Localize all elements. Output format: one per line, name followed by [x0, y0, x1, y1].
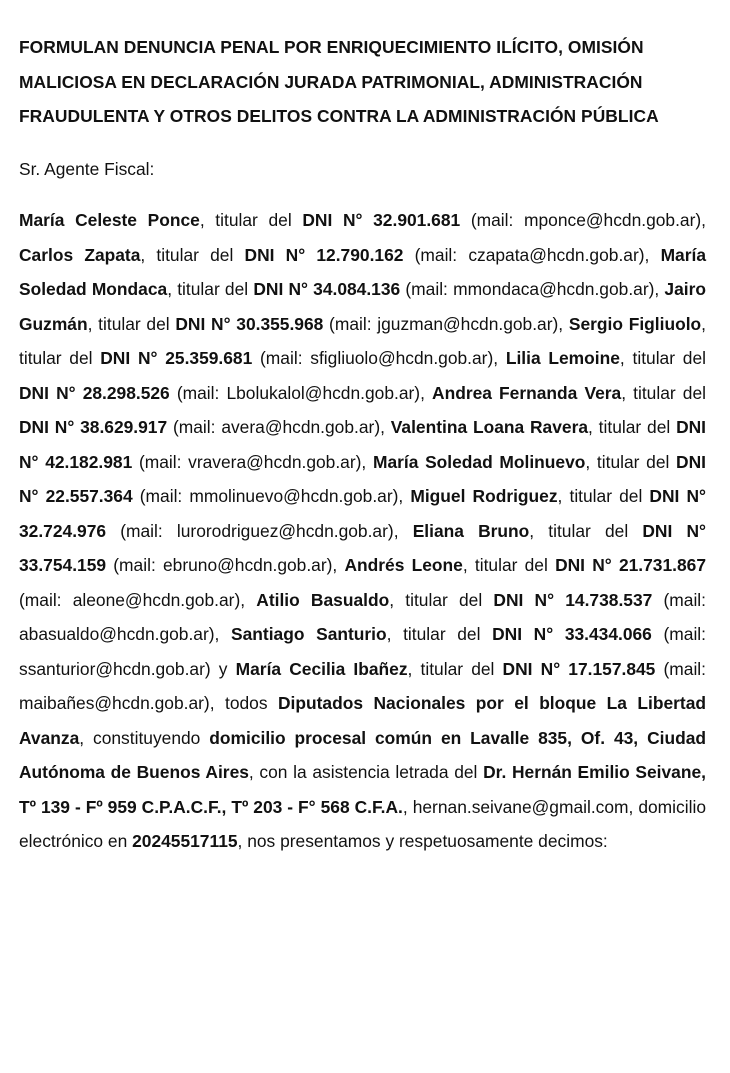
salutation: Sr. Agente Fiscal: [19, 158, 155, 179]
body-bold-run: domicilio procesal común en Lavalle 835, Of. 43, Ciudad Autónoma de Buenos Aires [19, 727, 706, 782]
body-bold-run: María Soledad Mondaca [19, 244, 706, 299]
body-text-run: , titular del [462, 555, 556, 575]
body-bold-run: Diputados Nacionales por el bloque La Libertad Avanza [19, 693, 706, 748]
body-text-run: , titular del [619, 348, 706, 368]
body-bold-run: Miguel Rodriguez [410, 486, 558, 506]
body-text-run: (mail: mmolinuevo@hcdn.gob.ar), [132, 486, 411, 506]
body-bold-run: DNI N° 28.298.526 [19, 382, 170, 403]
body-paragraph [19, 203, 706, 859]
body-text-run: (mail: ebruno@hcdn.gob.ar), [106, 555, 345, 575]
body-text-run: , titular del [407, 658, 503, 679]
body-bold-run: Lilia Lemoine [505, 348, 620, 368]
body-bold-run: María Celeste Ponce [19, 210, 200, 230]
body-bold-run: Carlos Zapata [19, 244, 141, 265]
body-text-run: , titular del [167, 279, 254, 299]
body-bold-run: DNI N° 32.901.681 [302, 210, 461, 230]
body-text-run: , titular del [585, 451, 677, 472]
body-bold-run: Jairo Guzmán [19, 279, 706, 334]
body-text-run: (mail: mmondaca@hcdn.gob.ar), [400, 279, 665, 299]
body-text-run: (mail: mponce@hcdn.gob.ar), [460, 210, 707, 230]
body-bold-run: DNI N° 12.790.162 [244, 244, 404, 265]
body-bold-run: 20245517115 [132, 831, 238, 851]
body-bold-run: DNI N° 17.157.845 [502, 658, 656, 679]
body-bold-run: DNI N° 33.434.066 [492, 624, 652, 644]
body-text-run: (mail: aleone@hcdn.gob.ar), [19, 589, 257, 610]
body-bold-run: Atilio Basualdo [256, 589, 390, 610]
body-bold-run: María Soledad Molinuevo [372, 451, 586, 472]
body-text-run: , titular del [199, 210, 303, 230]
body-text-run: (mail: abasualdo@hcdn.gob.ar), [19, 589, 707, 644]
body-text-run: , nos presentamos y respetuosamente decimos: [237, 831, 608, 851]
body-text-run: (mail: lurorodriguez@hcdn.gob.ar), [106, 520, 413, 541]
body-text-run: , titular del [621, 382, 706, 403]
body-text-run: , constituyendo [79, 727, 210, 748]
body-bold-run: Eliana Bruno [412, 520, 530, 541]
body-bold-run: Andrea Fernanda Vera [432, 382, 622, 403]
document-title: FORMULAN DENUNCIA PENAL POR ENRIQUECIMIENTO ILÍCITO, OMISIÓN MALICIOSA EN DECLARACIÓN JURADA PATRIMONIAL, ADMINISTRACIÓN FRAUDULENTA Y OTROS DELITOS CONTRA LA ADMINISTRACIÓN PÚBLICA [19, 37, 659, 126]
body-text-run: , titular del [557, 486, 650, 506]
body-text-run: , titular del [19, 313, 707, 368]
body-text-run: (mail: avera@hcdn.gob.ar), [167, 417, 391, 437]
body-bold-run: DNI N° 32.724.976 [19, 486, 706, 541]
body-bold-run: Valentina Loana Ravera [390, 417, 589, 437]
body-bold-run: DNI N° 33.754.159 [19, 520, 706, 575]
body-text-run: , titular del [386, 624, 493, 644]
body-bold-run: DNI N° 21.731.867 [555, 555, 706, 575]
body-text-run: (mail: maibañes@hcdn.gob.ar), todos [19, 658, 706, 713]
body-text-run: , titular del [87, 313, 176, 334]
body-text-run: , hernan.seivane@gmail.com, domicilio electrónico en [19, 796, 706, 851]
body-bold-run: DNI N° 14.738.537 [493, 589, 653, 610]
body-bold-run: DNI N° 25.359.681 [100, 348, 253, 368]
body-text-run: , titular del [140, 244, 245, 265]
body-text-run: , titular del [529, 520, 643, 541]
body-bold-run: DNI N° 42.182.981 [19, 417, 707, 472]
body-text-run: (mail: ssanturior@hcdn.gob.ar) y [19, 624, 706, 679]
body-bold-run: DNI N° 34.084.136 [253, 279, 401, 299]
body-bold-run: Andrés Leone [344, 555, 463, 575]
body-bold-run: Dr. Hernán Emilio Seivane, Tº 139 - Fº 959 C.P.A.C.F., Tº 203 - F° 568 C.F.A. [19, 762, 706, 817]
body-text-run: (mail: Lbolukalol@hcdn.gob.ar), [169, 382, 433, 403]
body-text-run: (mail: sfigliuolo@hcdn.gob.ar), [252, 348, 506, 368]
body-text-run: , titular del [389, 589, 494, 610]
body-bold-run: Santiago Santurio [231, 624, 387, 644]
body-text-run: (mail: jguzman@hcdn.gob.ar), [323, 313, 569, 334]
body-text-run: (mail: czapata@hcdn.gob.ar), [403, 244, 661, 265]
body-bold-run: Sergio Figliuolo [568, 313, 702, 334]
body-bold-run: DNI N° 22.557.364 [19, 451, 706, 506]
body-bold-run: DNI N° 38.629.917 [19, 417, 168, 437]
body-text-run: , titular del [588, 417, 677, 437]
body-text-run: (mail: vravera@hcdn.gob.ar), [132, 451, 373, 472]
body-bold-run: María Cecilia Ibañez [235, 658, 408, 679]
body-text-run: , con la asistencia letrada del [248, 762, 484, 782]
body-bold-run: DNI N° 30.355.968 [175, 313, 324, 334]
